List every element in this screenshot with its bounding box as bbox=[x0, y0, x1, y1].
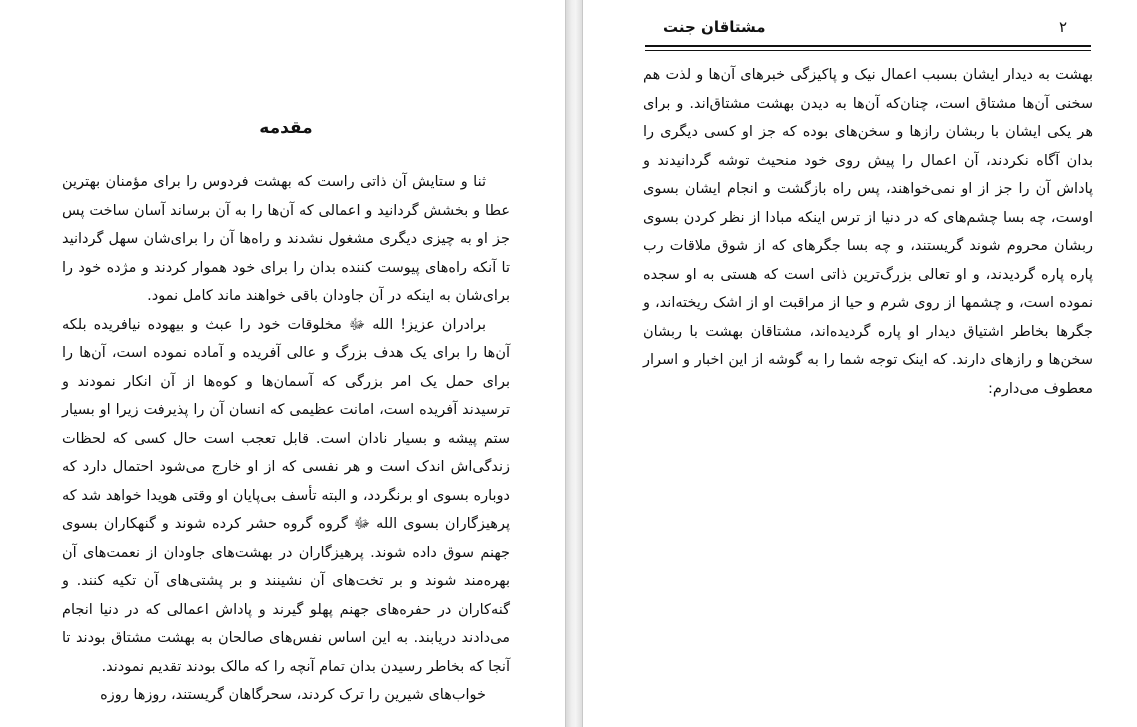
paragraph: ثنا و ستایش آن ذاتی راست که بهشت فردوس را برای مؤمنان بهترین عطا و بخشش گردانید و اعمالی که آن‌ها را به آن برساند آسان ساخت پس جز او به چیزی دیگری مشغول نشدند و راه‌ها آن را برای‌شان سهل گردانید تا آنکه راه‌های پیوست کننده بدان را برای خود هموار کردند و مژده خود را برای‌شان به اینکه در آن جاودان باقی خواهند ماند کامل نمود. bbox=[62, 174, 510, 304]
header-rule bbox=[645, 45, 1091, 47]
left-page bbox=[0, 0, 565, 727]
running-header-title: مشتاقان جنت bbox=[663, 18, 766, 36]
section-heading: مقدمه bbox=[259, 118, 313, 138]
right-page bbox=[583, 0, 1137, 727]
page-gutter bbox=[565, 0, 583, 727]
paragraph: خواب‌های شیرین را ترک کردند، سحرگاهان گریستند، روزها روزه bbox=[100, 687, 486, 703]
header-rule-thin bbox=[645, 50, 1091, 51]
left-body bbox=[62, 168, 510, 710]
page-number: ۲ bbox=[1059, 18, 1068, 36]
paragraph: برادران عزیز! الله ﷻ مخلوقات خود را عبث و بیهوده نیافریده بلکه آن‌ها را برای یک هدف بزرگ و عالی آفریده و آماده نموده است، آن‌ها را برای حمل یک امر بزرگی که آسمان‌ها و کوه‌ها از آن انکار نمودند و ترسیدند آفریده است، امانت عظیمی که انسان آن را پذیرفت زیرا او بسیار ستم پیشه و بسیار نادان است. قابل تعجب است حال کسی که لحظات زندگی‌اش اندک است و هر نفسی که از او خارج می‌شود احتمال دارد که دوباره بسوی او برنگردد، و البته تأسف بی‌پایان او وقتی هویدا خواهد شد که پرهیزگاران بسوی الله ﷻ گروه گروه حشر کرده شوند و گنهکاران بسوی جهنم سوق داده شوند. پرهیزگاران در بهشت‌های جاودان از نعمت‌های آن بهره‌مند شوند و بر تخت‌های آن نشینند و بر پشتی‌های آن تکیه کنند. و گنه‌کاران در حفره‌های جهنم پهلو گیرند و پاداش اعمالی که در دنیا انجام می‌دادند دریابند. به این اساس نفس‌های صالحان به بهشت مشتاق بودند تا آنجا که بخاطر رسیدن بدان تمام آنچه را که مالک بودند تقدیم نمودند. bbox=[62, 316, 510, 675]
paragraph: بهشت به دیدار ایشان بسبب اعمال نیک و پاکیزگی خبرهای آن‌ها و لذت هم سخنی آن‌ها مشتاق است، چنان‌که آن‌ها به دیدن بهشت مشتاق‌اند. و برای هر یکی ایشان با ربشان رازها و سخن‌های بوده که جز او کسی دیگری را بدان آگاه نکردند، آن اعمال را پیش روی خود منحیث توشه گردانیدند و پاداش آن را جز از او نمی‌خواهند، پس راه بازگشت و انجام ایشان بسوی اوست، چه بسا چشم‌های که در دنیا از ترس اینکه مبادا از نظر کردن بسوی ربشان محروم شوند گریستند، و چه بسا جگرهای که از شوق ملاقات رب پاره پاره گردیدند، و او تعالی بزرگ‌ترین ذاتی است که هستی به او سجده نموده است، و چشمها از روی شرم و حیا از مراقبت او از اشک ریخته‌اند، و جگرها بخاطر اشتیاق دیدار او پاره گردیده‌اند، مشتاقان بهشت با ربشان سخن‌ها و رازهای دارند. که اینک توجه شما را به گوشه از این اخبار و اسرار معطوف می‌دارم: bbox=[643, 67, 1093, 397]
